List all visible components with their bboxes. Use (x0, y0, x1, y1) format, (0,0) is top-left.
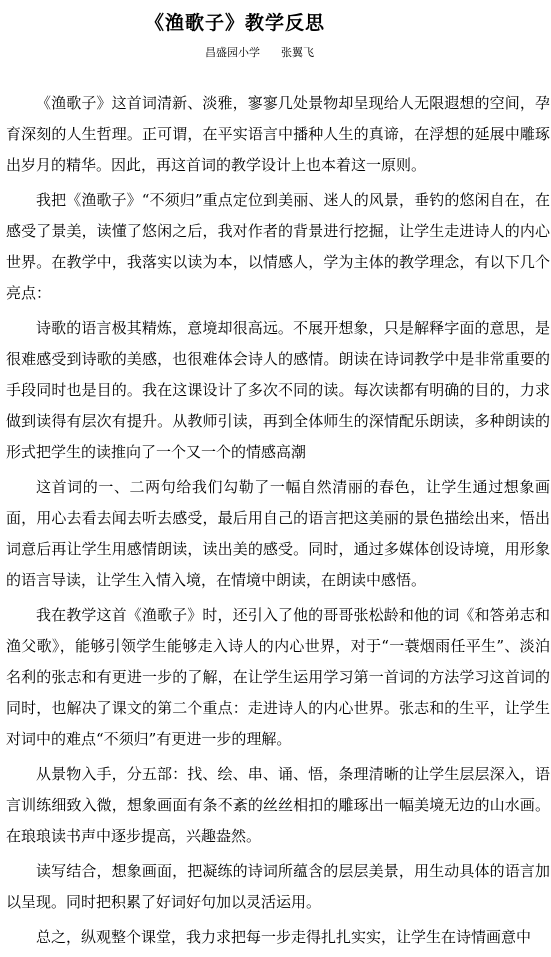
paragraph: 从景物入手，分五部：找、绘、串、诵、悟，条理清晰的让学生层层深入，语言训练细致入微，想象画面有条不紊的丝丝相扣的雕琢出一幅美境无边的山水画。在琅琅读书声中逐步提高，兴趣盎然。 (6, 765, 550, 845)
paragraph: 我把《渔歌子》“不须归”重点定位到美丽、迷人的风景，垂钓的悠闲自在，在感受了景美，读懂了悠闲之后，我对作者的背景进行挖掘，让学生走进诗人的内心世界。在教学中，我落实以读为本，以情感人，学为主体的教学理念，有以下几个亮点： (6, 191, 550, 302)
paragraph: 诗歌的语言极其精炼，意境却很高远。不展开想象，只是解释字面的意思，是很难感受到诗歌的美感，也很难体会诗人的感情。朗读在诗词教学中是非常重要的手段同时也是目的。我在这课设计了多次不同的读。每次读都有明确的目的，力求做到读得有层次有提升。从教师引读，再到全体师生的深情配乐朗读，多种朗读的形式把学生的读推向了一个又一个的情感高潮 (6, 319, 550, 461)
paragraph: 这首词的一、二两句给我们勾勒了一幅自然清丽的春色，让学生通过想象画面，用心去看去闻去听去感受，最后用自己的语言把这美丽的景色描绘出来，悟出词意后再让学生用感情朗读，读出美的感受。同时，通过多媒体创设诗境，用形象的语言导读，让学生入情入境，在情境中朗读，在朗读中感悟。 (6, 478, 550, 589)
author-byline: 昌盛园小学 张翼飞 (205, 46, 314, 59)
paragraph: 《渔歌子》这首词清新、淡雅，寥寥几处景物却呈现给人无限遐想的空间，孕育深刻的人生哲理。正可谓，在平实语言中播种人生的真谛，在浮想的延展中雕琢出岁月的精华。因此，再这首词的教学设计上也本着这一原则。 (6, 94, 550, 174)
document-body (6, 88, 550, 957)
paragraph: 读写结合，想象画面，把凝练的诗词所蕴含的层层美景，用生动具体的语言加以呈现。同时把积累了好词好句加以灵活运用。 (6, 862, 550, 911)
paragraph: 总之，纵观整个课堂，我力求把每一步走得扎扎实实，让学生在诗情画意中 (36, 928, 532, 946)
page-title: 《渔歌子》教学反思 (144, 12, 325, 34)
paragraph: 我在教学这首《渔歌子》时，还引入了他的哥哥张松龄和他的词《和答弟志和渔父歌》，能够引领学生能够走入诗人的内心世界，对于“一蓑烟雨任平生”、淡泊名利的张志和有更进一步的了解，在让学生运用学习第一首词的方法学习这首词的同时，也解决了课文的第二个重点：走进诗人的内心世界。张志和的生平，让学生对词中的难点“不须归”有更进一步的理解。 (6, 606, 550, 748)
